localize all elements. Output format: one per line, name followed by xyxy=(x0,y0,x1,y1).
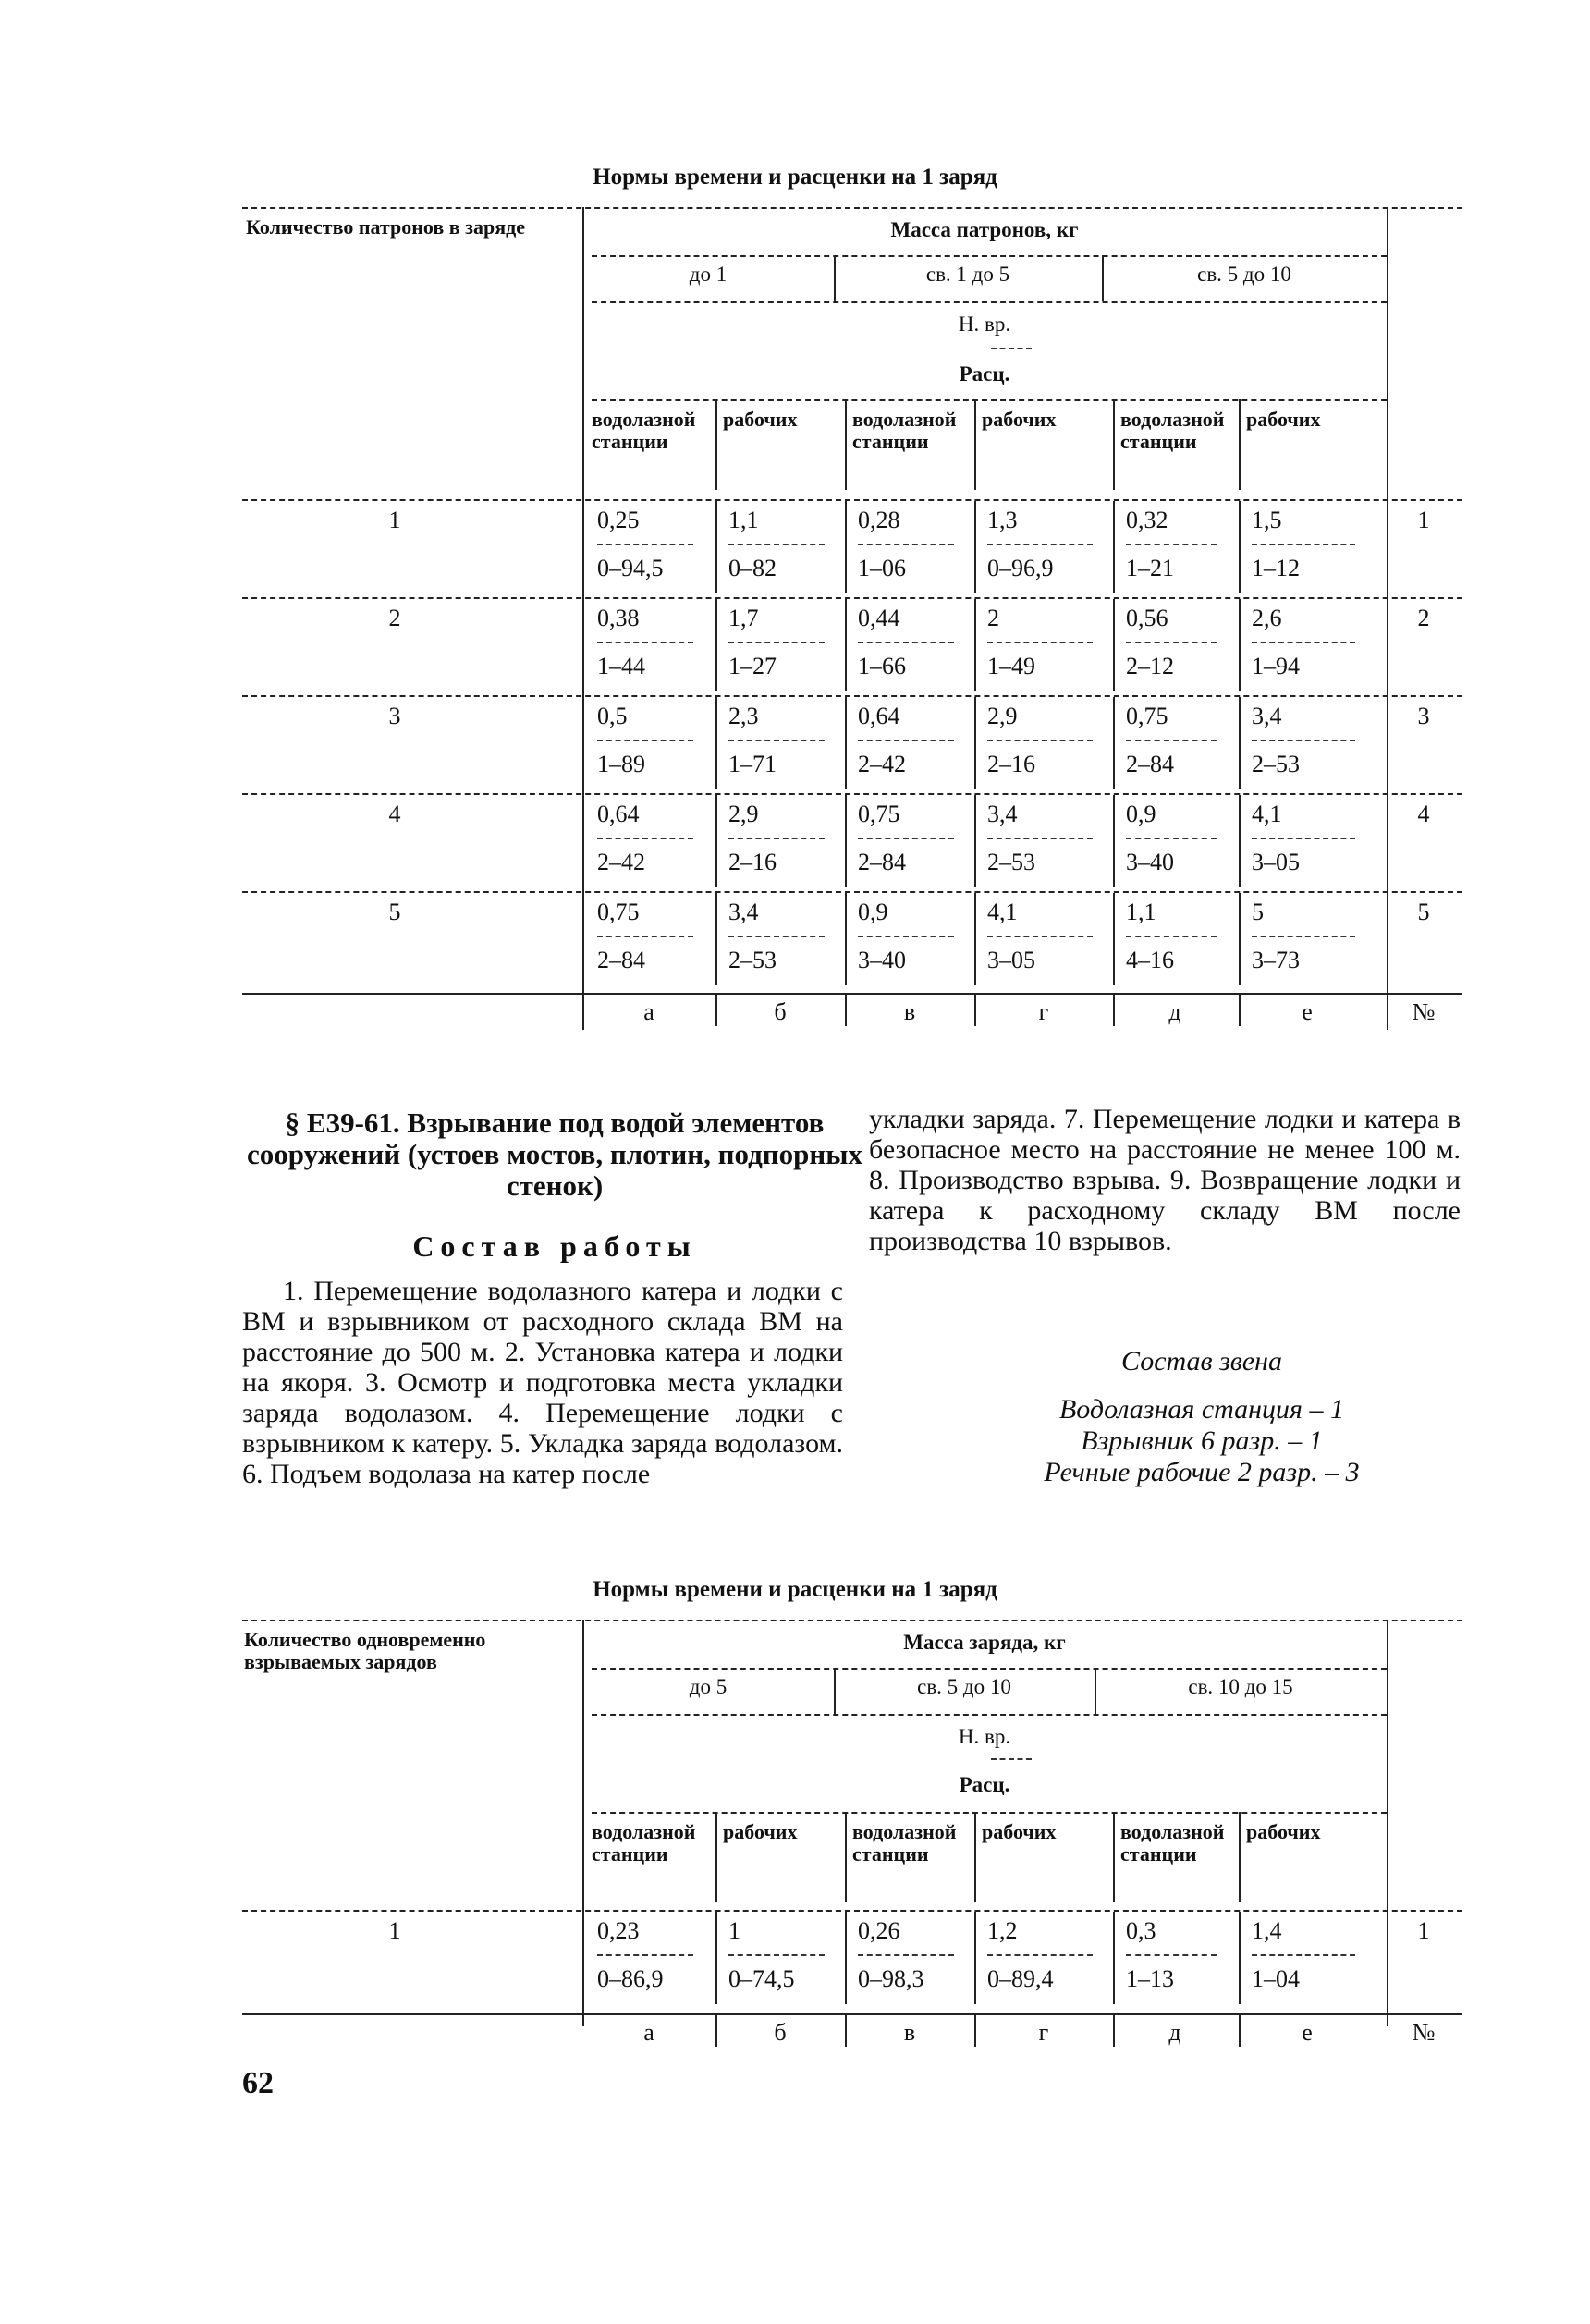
col-divider xyxy=(1239,1912,1241,2004)
col-divider xyxy=(1113,893,1115,985)
crew-item: Водолазная станция – 1 xyxy=(1058,1394,1344,1425)
worker-col-header: водолазной станции xyxy=(592,408,696,453)
norm-time: 0,38 xyxy=(597,605,640,631)
row-count: 1 xyxy=(388,1917,401,1944)
norm-time: 1,2 xyxy=(987,1917,1018,1944)
column-letter: г xyxy=(1038,2019,1049,2046)
norm-time: 0,5 xyxy=(597,703,628,729)
fraction-rule xyxy=(858,838,954,839)
row-index: 1 xyxy=(1417,1917,1430,1944)
col-divider xyxy=(1113,697,1115,789)
column-letter: г xyxy=(1038,998,1049,1025)
table1-mass-range: св. 1 до 5 xyxy=(925,263,1010,286)
col-divider xyxy=(716,399,717,490)
price: 2–53 xyxy=(728,947,777,973)
col-divider xyxy=(1239,893,1241,985)
row-separator xyxy=(242,597,1462,599)
col-divider xyxy=(1239,795,1241,887)
fraction-rule xyxy=(1252,936,1355,937)
price: 3–05 xyxy=(987,947,1035,973)
column-letter: б xyxy=(774,2019,787,2046)
col-divider xyxy=(716,599,717,691)
fraction-rule xyxy=(858,936,954,937)
norm-time: 1,4 xyxy=(1252,1917,1282,1944)
col-divider xyxy=(1239,2015,1241,2047)
table2-first-col-header: Количество одновременно взрываемых зарядов xyxy=(244,1628,486,1673)
col-divider xyxy=(845,2015,847,2047)
fraction-rule xyxy=(728,936,825,937)
fraction-rule xyxy=(1126,740,1217,741)
col-divider xyxy=(974,795,976,887)
fraction-rule xyxy=(858,642,954,643)
col-divider xyxy=(1113,1912,1115,2004)
row-separator xyxy=(242,793,1462,795)
worker-col-header: рабочих xyxy=(1246,408,1321,431)
price: 0–94,5 xyxy=(597,555,664,581)
price: 3–40 xyxy=(858,947,906,973)
price: 3–05 xyxy=(1252,849,1300,875)
worker-col-header: водолазной станции xyxy=(852,408,957,453)
section-text-right: укладки заряда. 7. Перемещение лодки и катера в безопасное место на расстояние не менее 100 м. 8. Производство взрыва. 9. Возвращение лодки и катера к расходному складу ВМ после производства 10 взрывов. xyxy=(869,1104,1461,1256)
norm-time: 0,75 xyxy=(1126,703,1168,729)
price: 2–12 xyxy=(1126,653,1174,679)
norm-time: 4,1 xyxy=(1252,801,1282,827)
column-letter: д xyxy=(1168,2019,1181,2046)
worker-col-header: рабочих xyxy=(982,408,1057,431)
price: 0–82 xyxy=(728,555,777,581)
row-count: 2 xyxy=(388,605,401,631)
norm-time: 1 xyxy=(728,1917,740,1944)
fraction-rule xyxy=(728,1954,825,1956)
price: 0–98,3 xyxy=(858,1965,924,1992)
norm-time: 0,56 xyxy=(1126,605,1168,631)
col-divider xyxy=(974,697,976,789)
fraction-rule xyxy=(858,1954,954,1956)
table1-mass-header: Масса патронов, кг xyxy=(890,218,1079,241)
norm-time: 0,75 xyxy=(858,801,900,827)
column-letter: а xyxy=(643,998,654,1025)
norm-time: 0,44 xyxy=(858,605,900,631)
norm-time: 0,32 xyxy=(1126,507,1168,533)
fraction-rule xyxy=(728,838,825,839)
row-count: 1 xyxy=(388,507,401,533)
fraction-rule xyxy=(987,740,1093,741)
column-letter: б xyxy=(774,998,787,1025)
fraction-rule xyxy=(1126,838,1217,839)
fraction-rule xyxy=(597,740,693,741)
worker-col-header: водолазной станции xyxy=(1120,408,1225,453)
col-divider xyxy=(1239,697,1241,789)
row-index: 3 xyxy=(1417,703,1430,729)
norm-time: 4,1 xyxy=(987,899,1018,925)
col-divider xyxy=(716,1812,717,1902)
col-divider xyxy=(845,1912,847,2004)
norm-time: 0,9 xyxy=(1126,801,1156,827)
price: 0–89,4 xyxy=(987,1965,1054,1992)
fraction-rule xyxy=(728,544,825,545)
col-divider xyxy=(1113,795,1115,887)
row-count: 3 xyxy=(388,703,401,729)
col-divider xyxy=(1239,399,1241,490)
norm-time: 3,4 xyxy=(728,899,759,925)
table2-price-label: Расц. xyxy=(959,1773,1010,1796)
price: 2–16 xyxy=(987,751,1035,777)
number-label: № xyxy=(1412,2019,1436,2046)
norm-time: 1,5 xyxy=(1252,507,1282,533)
col-divider xyxy=(1113,1812,1115,1902)
worker-col-header: рабочих xyxy=(723,1820,798,1843)
col-divider xyxy=(1113,399,1115,490)
col-divider xyxy=(974,501,976,593)
price: 2–42 xyxy=(858,751,906,777)
worker-col-header: водолазной станции xyxy=(1120,1820,1225,1865)
fraction-rule xyxy=(987,1954,1093,1956)
norm-time: 2,6 xyxy=(1252,605,1282,631)
column-letter: е xyxy=(1302,998,1313,1025)
number-label: № xyxy=(1412,998,1436,1025)
price: 0–96,9 xyxy=(987,555,1054,581)
norm-time: 1,7 xyxy=(728,605,759,631)
fraction-rule xyxy=(728,642,825,643)
price: 1–12 xyxy=(1252,555,1300,581)
price: 2–53 xyxy=(987,849,1035,875)
norm-time: 0,9 xyxy=(858,899,888,925)
row-separator xyxy=(242,695,1462,697)
col-divider xyxy=(974,1912,976,2004)
row-index: 4 xyxy=(1417,801,1430,827)
col-divider xyxy=(845,1812,847,1902)
crew-item: Речные рабочие 2 разр. – 3 xyxy=(1044,1457,1360,1487)
fraction-rule xyxy=(597,544,693,545)
col-divider xyxy=(974,995,976,1026)
column-letter: в xyxy=(903,998,916,1025)
fraction-rule xyxy=(987,544,1093,545)
fraction-rule xyxy=(1126,544,1217,545)
fraction-rule xyxy=(597,642,693,643)
price: 1–49 xyxy=(987,653,1035,679)
price: 1–66 xyxy=(858,653,906,679)
col-divider xyxy=(1113,2015,1115,2047)
crew-item: Взрывник 6 разр. – 1 xyxy=(1081,1425,1323,1456)
col-divider xyxy=(974,2015,976,2047)
col-divider xyxy=(716,697,717,789)
price: 3–40 xyxy=(1126,849,1174,875)
price: 2–53 xyxy=(1252,751,1300,777)
worker-col-header: водолазной станции xyxy=(592,1820,696,1865)
page-number: 62 xyxy=(242,2066,274,2100)
worker-col-header: водолазной станции xyxy=(852,1820,957,1865)
fraction-rule xyxy=(987,838,1093,839)
col-divider xyxy=(845,697,847,789)
fraction-rule xyxy=(728,740,825,741)
price: 1–44 xyxy=(597,653,645,679)
norm-time: 3,4 xyxy=(987,801,1018,827)
norm-time: 0,26 xyxy=(858,1917,900,1944)
col-divider xyxy=(845,893,847,985)
col-divider xyxy=(845,399,847,490)
row-count: 5 xyxy=(388,899,401,925)
norm-time: 5 xyxy=(1252,899,1264,925)
price: 3–73 xyxy=(1252,947,1300,973)
table2-mass-header: Масса заряда, кг xyxy=(903,1631,1066,1654)
col-divider xyxy=(1113,599,1115,691)
col-divider xyxy=(974,399,976,490)
col-divider xyxy=(1113,995,1115,1026)
price: 1–27 xyxy=(728,653,777,679)
fraction-rule xyxy=(597,936,693,937)
price: 2–84 xyxy=(1126,751,1174,777)
norm-time: 2,3 xyxy=(728,703,759,729)
crew-title: Состав звена xyxy=(1120,1346,1282,1376)
fraction-rule xyxy=(1252,642,1355,643)
fraction-rule xyxy=(1126,936,1217,937)
fraction-rule xyxy=(1252,838,1355,839)
col-divider xyxy=(845,501,847,593)
row-index: 5 xyxy=(1417,899,1430,925)
price: 0–74,5 xyxy=(728,1965,795,1992)
price: 2–42 xyxy=(597,849,645,875)
col-divider xyxy=(1239,1812,1241,1902)
table2-norm-label: Н. вр. xyxy=(958,1725,1011,1748)
table2-caption: Нормы времени и расценки на 1 заряд xyxy=(593,1577,997,1602)
fraction-rule xyxy=(597,1954,693,1956)
fraction-rule xyxy=(987,936,1093,937)
norm-time: 2 xyxy=(987,605,999,631)
price: 4–16 xyxy=(1126,947,1174,973)
norm-time: 0,28 xyxy=(858,507,900,533)
worker-col-header: рабочих xyxy=(723,408,798,431)
price: 2–16 xyxy=(728,849,777,875)
price: 1–13 xyxy=(1126,1965,1174,1992)
col-divider xyxy=(716,795,717,887)
fraction-rule xyxy=(597,838,693,839)
col-divider xyxy=(716,1912,717,2004)
norm-time: 0,64 xyxy=(858,703,900,729)
row-index: 2 xyxy=(1417,605,1430,631)
column-letter: в xyxy=(903,2019,916,2046)
col-divider xyxy=(1239,995,1241,1026)
table1-caption: Нормы времени и расценки на 1 заряд xyxy=(593,165,997,190)
row-separator xyxy=(242,891,1462,893)
col-divider xyxy=(1239,599,1241,691)
table1-norm-label: Н. вр. xyxy=(958,312,1011,336)
norm-time: 2,9 xyxy=(728,801,759,827)
fraction-rule xyxy=(1126,642,1217,643)
col-divider xyxy=(1113,501,1115,593)
fraction-rule xyxy=(858,544,954,545)
worker-col-header: рабочих xyxy=(982,1820,1057,1843)
price: 2–84 xyxy=(597,947,645,973)
column-letter: а xyxy=(643,2019,654,2046)
price: 0–86,9 xyxy=(597,1965,664,1992)
norm-time: 0,25 xyxy=(597,507,640,533)
col-divider xyxy=(845,795,847,887)
row-count: 4 xyxy=(388,801,401,827)
fraction-rule xyxy=(1126,1954,1217,1956)
price: 2–84 xyxy=(858,849,906,875)
fraction-rule xyxy=(1252,1954,1355,1956)
col-divider xyxy=(1239,501,1241,593)
price: 1–04 xyxy=(1252,1965,1300,1992)
col-divider xyxy=(716,893,717,985)
table2-mass-range: до 5 xyxy=(689,1675,728,1698)
col-divider xyxy=(974,893,976,985)
section-text-left: 1. Перемещение водолазного катера и лодки с ВМ и взрывником от расходного склада ВМ на расстояние до 500 м. 2. Установка катера и лодки на якоря. 3. Осмотр и подготовка места укладки заряда водолазом. 4. Перемещение лодки с взрывником к катеру. 5. Укладка заряда водолазом. 6. Подъем водолаза на катер после xyxy=(242,1276,843,1489)
price: 1–06 xyxy=(858,555,906,581)
norm-time: 1,1 xyxy=(728,507,759,533)
table2-mass-range: св. 10 до 15 xyxy=(1188,1675,1293,1698)
table1-first-col-header: Количество патронов в заряде xyxy=(246,215,526,239)
section-title: § Е39-61. Взрывание под водой элементов сооружений (устоев мостов, плотин, подпорных стенок) xyxy=(247,1107,862,1202)
norm-time: 1,3 xyxy=(987,507,1018,533)
col-divider xyxy=(716,995,717,1026)
fraction-rule xyxy=(1252,740,1355,741)
col-divider xyxy=(974,1812,976,1902)
price: 1–71 xyxy=(728,751,777,777)
column-letter: д xyxy=(1168,998,1181,1025)
col-divider xyxy=(716,501,717,593)
table1-mass-range: св. 5 до 10 xyxy=(1197,263,1291,286)
worker-col-header: рабочих xyxy=(1246,1820,1321,1843)
table1-mass-range: до 1 xyxy=(689,263,728,286)
col-divider xyxy=(716,2015,717,2047)
table1-price-label: Расц. xyxy=(959,362,1010,385)
section-subtitle: Состав работы xyxy=(412,1229,697,1263)
row-index: 1 xyxy=(1417,507,1430,533)
col-divider xyxy=(845,995,847,1026)
norm-time: 0,64 xyxy=(597,801,640,827)
col-divider xyxy=(974,599,976,691)
norm-time: 0,3 xyxy=(1126,1917,1156,1944)
price: 1–21 xyxy=(1126,555,1174,581)
fraction-rule xyxy=(987,642,1093,643)
col-divider xyxy=(845,599,847,691)
table2-mass-range: св. 5 до 10 xyxy=(917,1675,1011,1698)
column-letter: е xyxy=(1302,2019,1313,2046)
norm-time: 3,4 xyxy=(1252,703,1282,729)
fraction-rule xyxy=(858,740,954,741)
norm-time: 0,75 xyxy=(597,899,640,925)
norm-time: 1,1 xyxy=(1126,899,1156,925)
price: 1–94 xyxy=(1252,653,1300,679)
norm-time: 0,23 xyxy=(597,1917,640,1944)
norm-time: 2,9 xyxy=(987,703,1018,729)
fraction-rule xyxy=(1252,544,1355,545)
price: 1–89 xyxy=(597,751,645,777)
